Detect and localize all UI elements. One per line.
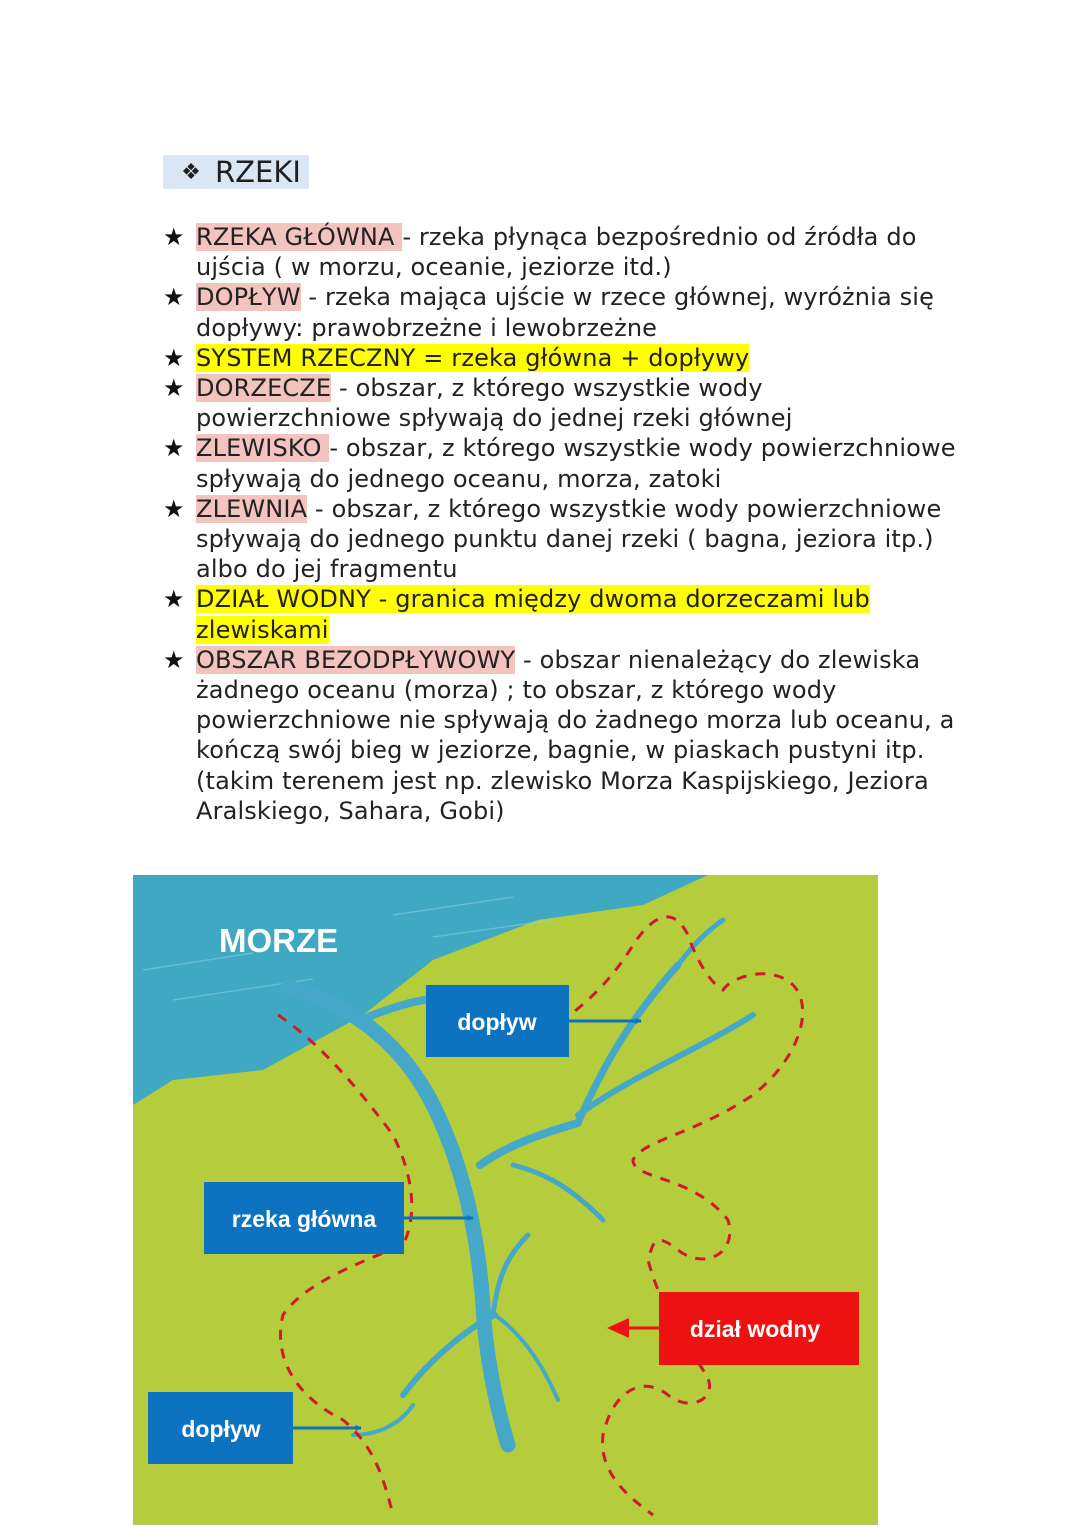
list-item <box>163 645 963 826</box>
section-title: RZEKI <box>215 155 301 189</box>
definition: obszar, z którego wszystkie wody powierzchniowe spływają do jednego punktu danej rzeki ( bagna, jeziora itp.) albo do jej fragmentu <box>196 494 942 584</box>
star-icon: ★ <box>163 645 185 674</box>
list-item <box>163 222 963 282</box>
list-item <box>163 282 963 342</box>
term: ZLEWNIA <box>196 494 308 523</box>
list-item <box>163 373 963 433</box>
list-item <box>163 433 963 493</box>
sea-label: MORZE <box>219 922 339 959</box>
term: ZLEWISKO <box>196 434 330 463</box>
diamond-bullet-icon: ❖ <box>181 159 201 185</box>
definition: obszar nienależący do zlewiska żadnego oceanu (morza) ; to obszar, z którego wody powierzchniowe nie spływają do żadnego morza lub oceanu, a kończą swój bieg w jeziorze, bagnie, w piaskach pustyni itp. (takim terenem jest np. zlewisko Morza Kaspijskiego, Jeziora Aralskiego, Sahara, Gobi) <box>196 645 955 825</box>
star-icon: ★ <box>163 343 185 372</box>
river-system-diagram <box>133 875 878 1525</box>
tributary-top-label: dopływ <box>457 1009 537 1035</box>
watershed-label: dział wodny <box>689 1316 821 1342</box>
star-icon: ★ <box>163 374 185 403</box>
term: OBSZAR BEZODPŁYWOWY <box>196 645 516 674</box>
definition: rzeka mająca ujście w rzece głównej, wyróżnia się dopływy: prawobrzeżne i lewobrzeżne <box>196 283 934 342</box>
star-icon: ★ <box>163 434 185 463</box>
list-item <box>163 584 963 644</box>
star-icon: ★ <box>163 223 185 251</box>
separator: - <box>402 223 419 251</box>
separator: - <box>307 494 332 523</box>
separator: - <box>331 374 356 403</box>
term: RZEKA GŁÓWNA <box>196 223 403 251</box>
definitions-list <box>163 222 963 826</box>
list-item <box>163 343 963 373</box>
star-icon: ★ <box>163 585 185 614</box>
term: DORZECZE <box>196 374 332 403</box>
separator: - <box>300 283 325 312</box>
separator: - <box>515 645 540 674</box>
section-heading <box>163 155 309 189</box>
separator: - <box>329 434 346 463</box>
star-icon: ★ <box>163 283 185 312</box>
list-item <box>163 494 963 585</box>
highlighted-definition: SYSTEM RZECZNY = rzeka główna + dopływy <box>196 343 750 372</box>
definition: rzeka płynąca bezpośrednio od źródła do ujścia ( w morzu, oceanie, jeziorze itd.) <box>196 223 917 282</box>
term: DOPŁYW <box>196 283 301 312</box>
main-river-label: rzeka główna <box>231 1206 377 1232</box>
definition: obszar, z którego wszystkie wody powierzchniowe spływają do jednego oceanu, morza, zatoki <box>196 434 956 493</box>
tributary-bottom-label: dopływ <box>181 1416 261 1442</box>
star-icon: ★ <box>163 494 185 523</box>
definition: obszar, z którego wszystkie wody powierzchniowe spływają do jednej rzeki głównej <box>196 374 793 433</box>
highlighted-definition: DZIAŁ WODNY - granica między dwoma dorzeczami lub zlewiskami <box>196 585 870 644</box>
